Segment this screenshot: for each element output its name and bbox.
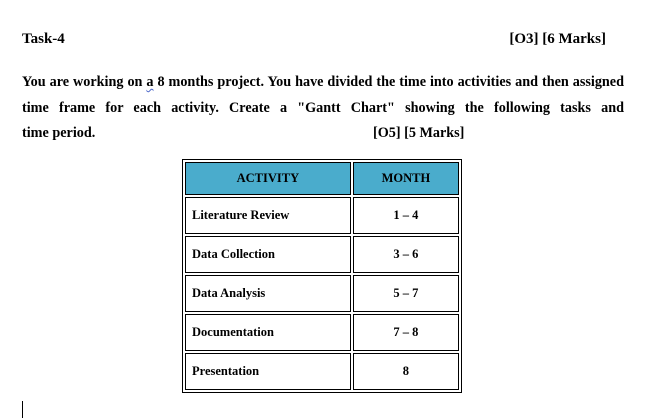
text-cursor <box>22 401 23 418</box>
description-marks: [O5] [5 Marks] <box>373 125 465 141</box>
table-row <box>185 353 459 390</box>
table-row <box>185 197 459 234</box>
activity-table <box>182 159 462 393</box>
task-description <box>22 70 624 121</box>
header-month: MONTH <box>353 162 459 195</box>
description-line-2: assigned time frame for each activity. Create a "Gantt Chart" showing the following tasks and <box>22 74 624 116</box>
header-activity: ACTIVITY <box>185 162 351 195</box>
task-title: Task-4 <box>22 31 65 47</box>
table-row <box>185 275 459 312</box>
table-row <box>185 236 459 273</box>
task-marks: [O3] [6 Marks] <box>509 31 606 47</box>
month-cell: 7 – 8 <box>353 314 459 351</box>
month-cell: 1 – 4 <box>353 197 459 234</box>
activity-cell: Literature Review <box>185 197 351 234</box>
table-header-row <box>185 162 459 195</box>
month-cell: 5 – 7 <box>353 275 459 312</box>
grammar-flagged-word[interactable]: a <box>146 74 154 90</box>
description-line-1-end: 8 months project. You have divided the time into activities and then <box>153 74 569 90</box>
description-line-1-start: You are working on <box>22 74 147 90</box>
activity-cell: Data Analysis <box>185 275 351 312</box>
activity-cell: Data Collection <box>185 236 351 273</box>
activity-cell: Documentation <box>185 314 351 351</box>
month-cell: 3 – 6 <box>353 236 459 273</box>
table-row <box>185 314 459 351</box>
activity-cell: Presentation <box>185 353 351 390</box>
month-cell: 8 <box>353 353 459 390</box>
description-line-3: time period. <box>22 125 96 141</box>
